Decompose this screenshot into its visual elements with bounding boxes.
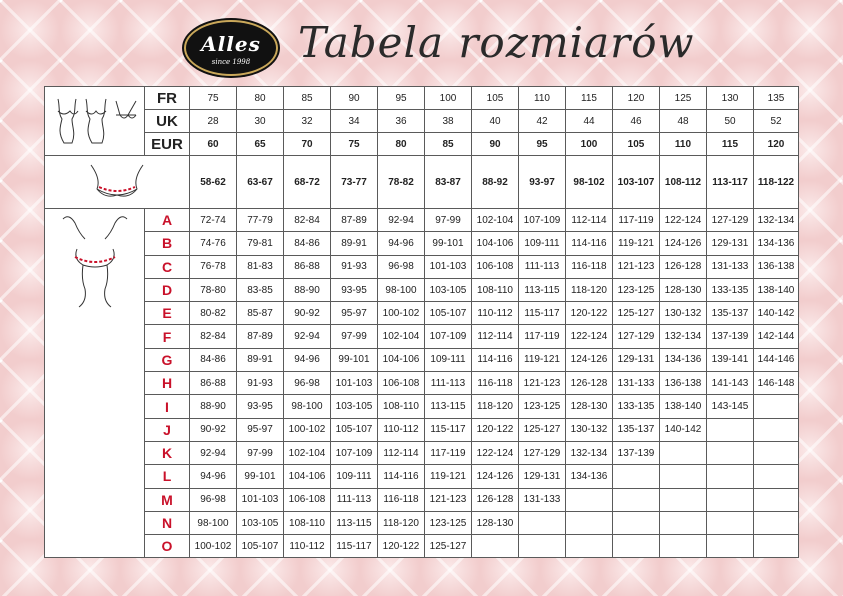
bust-range-cell: 132-134	[754, 209, 799, 232]
cup-letter: K	[145, 441, 190, 464]
bust-range-cell: 86-88	[284, 255, 331, 278]
bust-range-cell: 134-136	[660, 348, 707, 371]
underbust-range-cell: 118-122	[754, 156, 799, 209]
alles-logo	[184, 20, 278, 76]
bust-range-cell: 138-140	[754, 278, 799, 301]
bust-range-cell: 128-130	[472, 511, 519, 534]
uk-size-cell: 44	[566, 110, 613, 133]
bust-range-cell: 134-136	[754, 232, 799, 255]
bust-range-cell	[613, 535, 660, 558]
bust-range-cell: 136-138	[754, 255, 799, 278]
bust-range-cell: 114-116	[566, 232, 613, 255]
bust-range-cell: 102-104	[472, 209, 519, 232]
table-row-cup-e	[45, 302, 799, 325]
cup-letter: O	[145, 535, 190, 558]
bust-range-cell: 93-95	[331, 278, 378, 301]
bust-range-cell: 82-84	[190, 325, 237, 348]
bust-range-cell: 123-125	[425, 511, 472, 534]
bust-range-cell: 88-90	[284, 278, 331, 301]
bust-range-cell	[707, 465, 754, 488]
bust-range-cell: 112-114	[472, 325, 519, 348]
bust-range-cell: 78-80	[190, 278, 237, 301]
table-row-cup-c	[45, 255, 799, 278]
bust-range-cell: 128-130	[660, 278, 707, 301]
cup-letter: D	[145, 278, 190, 301]
bust-range-cell: 124-126	[660, 232, 707, 255]
bust-range-cell: 74-76	[190, 232, 237, 255]
lingerie-figure-cell	[45, 87, 145, 156]
bust-range-cell: 146-148	[754, 372, 799, 395]
bust-range-cell: 99-101	[237, 465, 284, 488]
bust-range-cell: 118-120	[472, 395, 519, 418]
uk-size-cell: 32	[284, 110, 331, 133]
bust-range-cell: 115-117	[425, 418, 472, 441]
table-row-eur	[45, 133, 799, 156]
table-row-fr	[45, 87, 799, 110]
bust-range-cell	[660, 511, 707, 534]
cup-letter: J	[145, 418, 190, 441]
underbust-range-cell: 88-92	[472, 156, 519, 209]
bust-range-cell: 128-130	[566, 395, 613, 418]
bust-range-cell	[613, 511, 660, 534]
eur-label: EUR	[145, 133, 190, 156]
bust-range-cell: 140-142	[660, 418, 707, 441]
bust-range-cell: 121-123	[425, 488, 472, 511]
bust-range-cell: 108-110	[284, 511, 331, 534]
bust-range-cell: 117-119	[519, 325, 566, 348]
bust-range-cell: 135-137	[707, 302, 754, 325]
underbust-range-cell: 73-77	[331, 156, 378, 209]
bust-range-cell: 133-135	[707, 278, 754, 301]
bust-range-cell: 95-97	[331, 302, 378, 325]
uk-size-cell: 52	[754, 110, 799, 133]
eur-size-cell: 60	[190, 133, 237, 156]
bust-range-cell: 100-102	[378, 302, 425, 325]
eur-size-cell: 95	[519, 133, 566, 156]
cup-letter: M	[145, 488, 190, 511]
fr-size-cell: 120	[613, 87, 660, 110]
bust-range-cell	[707, 488, 754, 511]
eur-size-cell: 105	[613, 133, 660, 156]
bust-range-cell: 104-106	[472, 232, 519, 255]
fr-size-cell: 105	[472, 87, 519, 110]
bust-range-cell: 112-114	[378, 441, 425, 464]
bust-range-cell: 127-129	[707, 209, 754, 232]
logo-since: since 1998	[211, 58, 251, 66]
bust-range-cell: 104-106	[284, 465, 331, 488]
table-row-underbust	[45, 156, 799, 209]
fr-size-cell: 115	[566, 87, 613, 110]
bust-range-cell: 105-107	[425, 302, 472, 325]
bust-range-cell: 90-92	[190, 418, 237, 441]
bust-range-cell	[754, 395, 799, 418]
bust-range-cell: 96-98	[190, 488, 237, 511]
bust-range-cell: 84-86	[284, 232, 331, 255]
bust-range-cell: 143-145	[707, 395, 754, 418]
cup-letter: N	[145, 511, 190, 534]
bust-range-cell: 108-110	[378, 395, 425, 418]
bust-range-cell: 130-132	[660, 302, 707, 325]
cup-letter: H	[145, 372, 190, 395]
bust-range-cell: 81-83	[237, 255, 284, 278]
bust-range-cell: 96-98	[284, 372, 331, 395]
bust-range-cell: 140-142	[754, 302, 799, 325]
bust-range-cell: 77-79	[237, 209, 284, 232]
bust-range-cell: 124-126	[566, 348, 613, 371]
bust-range-cell: 80-82	[190, 302, 237, 325]
bust-range-cell: 135-137	[613, 418, 660, 441]
fr-size-cell: 75	[190, 87, 237, 110]
table-row-cup-d	[45, 278, 799, 301]
underbust-range-cell: 68-72	[284, 156, 331, 209]
bust-range-cell	[566, 535, 613, 558]
bust-range-cell: 109-111	[425, 348, 472, 371]
bust-measure-icon	[55, 209, 135, 309]
bust-range-cell: 131-133	[707, 255, 754, 278]
bust-range-cell: 99-101	[331, 348, 378, 371]
bust-range-cell: 115-117	[331, 535, 378, 558]
eur-size-cell: 110	[660, 133, 707, 156]
bust-range-cell: 125-127	[613, 302, 660, 325]
bust-range-cell: 142-144	[754, 325, 799, 348]
cup-letter: B	[145, 232, 190, 255]
bust-range-cell: 107-109	[519, 209, 566, 232]
bust-range-cell	[472, 535, 519, 558]
bust-range-cell: 119-121	[613, 232, 660, 255]
uk-size-cell: 50	[707, 110, 754, 133]
bust-range-cell: 129-131	[707, 232, 754, 255]
bust-range-cell: 117-119	[425, 441, 472, 464]
bust-range-cell: 122-124	[660, 209, 707, 232]
bust-range-cell: 88-90	[190, 395, 237, 418]
bust-range-cell	[613, 465, 660, 488]
underbust-range-cell: 103-107	[613, 156, 660, 209]
bust-range-cell: 100-102	[284, 418, 331, 441]
bust-range-cell: 95-97	[237, 418, 284, 441]
bust-range-cell: 127-129	[613, 325, 660, 348]
bust-range-cell: 108-110	[472, 278, 519, 301]
table-row-cup-k	[45, 441, 799, 464]
bust-range-cell: 137-139	[613, 441, 660, 464]
table-row-cup-f	[45, 325, 799, 348]
bust-range-cell	[754, 465, 799, 488]
bust-range-cell: 131-133	[613, 372, 660, 395]
bust-range-cell: 89-91	[237, 348, 284, 371]
eur-size-cell: 115	[707, 133, 754, 156]
bust-range-cell: 98-100	[378, 278, 425, 301]
bust-range-cell: 119-121	[425, 465, 472, 488]
cup-letter: G	[145, 348, 190, 371]
uk-size-cell: 46	[613, 110, 660, 133]
bust-range-cell: 126-128	[472, 488, 519, 511]
fr-size-cell: 100	[425, 87, 472, 110]
bust-range-cell: 130-132	[566, 418, 613, 441]
fr-size-cell: 85	[284, 87, 331, 110]
bust-range-cell: 141-143	[707, 372, 754, 395]
bust-range-cell: 97-99	[425, 209, 472, 232]
bust-range-cell: 97-99	[237, 441, 284, 464]
bust-range-cell	[754, 511, 799, 534]
bust-range-cell: 122-124	[566, 325, 613, 348]
bust-range-cell: 127-129	[519, 441, 566, 464]
eur-size-cell: 120	[754, 133, 799, 156]
bust-range-cell: 126-128	[660, 255, 707, 278]
bust-range-cell: 102-104	[284, 441, 331, 464]
uk-size-cell: 38	[425, 110, 472, 133]
table-row-cup-m	[45, 488, 799, 511]
uk-size-cell: 30	[237, 110, 284, 133]
bust-range-cell: 110-112	[472, 302, 519, 325]
underbust-range-cell: 113-117	[707, 156, 754, 209]
bust-range-cell: 118-120	[378, 511, 425, 534]
bust-range-cell: 72-74	[190, 209, 237, 232]
bust-range-cell: 125-127	[425, 535, 472, 558]
bust-range-cell	[754, 418, 799, 441]
bust-range-cell: 110-112	[378, 418, 425, 441]
bust-range-cell: 126-128	[566, 372, 613, 395]
underbust-range-cell: 108-112	[660, 156, 707, 209]
bust-range-cell: 102-104	[378, 325, 425, 348]
table-row-cup-b	[45, 232, 799, 255]
table-row-cup-j	[45, 418, 799, 441]
lingerie-outline-icon	[50, 93, 140, 149]
bust-range-cell: 98-100	[190, 511, 237, 534]
uk-label: UK	[145, 110, 190, 133]
cup-letter: E	[145, 302, 190, 325]
bust-range-cell: 134-136	[566, 465, 613, 488]
table-row-cup-i	[45, 395, 799, 418]
bust-range-cell: 120-122	[566, 302, 613, 325]
bust-range-cell	[660, 488, 707, 511]
bust-range-cell: 82-84	[284, 209, 331, 232]
bust-range-cell	[613, 488, 660, 511]
underbust-range-cell: 63-67	[237, 156, 284, 209]
bust-range-cell: 122-124	[472, 441, 519, 464]
cup-letter: C	[145, 255, 190, 278]
bust-range-cell: 83-85	[237, 278, 284, 301]
bust-range-cell: 103-105	[425, 278, 472, 301]
bust-range-cell: 79-81	[237, 232, 284, 255]
bust-range-cell	[754, 488, 799, 511]
bust-range-cell: 107-109	[331, 441, 378, 464]
bust-range-cell: 96-98	[378, 255, 425, 278]
underbust-range-cell: 93-97	[519, 156, 566, 209]
eur-size-cell: 85	[425, 133, 472, 156]
bust-range-cell	[707, 441, 754, 464]
cup-letter: L	[145, 465, 190, 488]
bust-range-cell: 123-125	[613, 278, 660, 301]
bust-range-cell: 111-113	[519, 255, 566, 278]
bust-range-cell	[519, 535, 566, 558]
bust-range-cell: 111-113	[331, 488, 378, 511]
bust-range-cell: 106-108	[378, 372, 425, 395]
bust-range-cell: 123-125	[519, 395, 566, 418]
bust-range-cell	[566, 488, 613, 511]
bust-range-cell: 116-118	[566, 255, 613, 278]
bust-range-cell: 98-100	[284, 395, 331, 418]
bust-range-cell: 109-111	[331, 465, 378, 488]
underbust-figure-cell	[45, 156, 190, 209]
bust-range-cell: 94-96	[190, 465, 237, 488]
bust-range-cell: 144-146	[754, 348, 799, 371]
bust-range-cell: 136-138	[660, 372, 707, 395]
eur-size-cell: 80	[378, 133, 425, 156]
bust-range-cell	[754, 535, 799, 558]
bust-range-cell: 76-78	[190, 255, 237, 278]
bust-range-cell: 100-102	[190, 535, 237, 558]
eur-size-cell: 70	[284, 133, 331, 156]
bust-range-cell: 120-122	[378, 535, 425, 558]
bust-range-cell: 101-103	[425, 255, 472, 278]
bust-range-cell	[660, 441, 707, 464]
underbust-range-cell: 83-87	[425, 156, 472, 209]
fr-size-cell: 80	[237, 87, 284, 110]
bust-range-cell: 99-101	[425, 232, 472, 255]
bust-range-cell: 118-120	[566, 278, 613, 301]
cup-letter: A	[145, 209, 190, 232]
bust-range-cell: 113-115	[519, 278, 566, 301]
page-title: Tabela rozmiarów	[298, 18, 695, 67]
bust-range-cell: 110-112	[284, 535, 331, 558]
bust-range-cell: 139-141	[707, 348, 754, 371]
logo-brand: Alles	[201, 32, 261, 56]
fr-size-cell: 110	[519, 87, 566, 110]
eur-size-cell: 65	[237, 133, 284, 156]
bust-range-cell: 117-119	[613, 209, 660, 232]
uk-size-cell: 40	[472, 110, 519, 133]
bust-range-cell: 92-94	[190, 441, 237, 464]
bust-range-cell: 90-92	[284, 302, 331, 325]
bust-range-cell: 116-118	[378, 488, 425, 511]
table-row-uk	[45, 110, 799, 133]
table-row-cup-o	[45, 535, 799, 558]
cup-letter: I	[145, 395, 190, 418]
eur-size-cell: 75	[331, 133, 378, 156]
bust-range-cell: 125-127	[519, 418, 566, 441]
bust-range-cell	[660, 465, 707, 488]
bust-range-cell	[566, 511, 613, 534]
bust-range-cell: 105-107	[331, 418, 378, 441]
bust-range-cell: 131-133	[519, 488, 566, 511]
bust-range-cell: 86-88	[190, 372, 237, 395]
table-row-cup-l	[45, 465, 799, 488]
fr-size-cell: 125	[660, 87, 707, 110]
bust-range-cell	[707, 418, 754, 441]
bust-range-cell: 133-135	[613, 395, 660, 418]
bust-range-cell: 109-111	[519, 232, 566, 255]
bust-range-cell: 114-116	[472, 348, 519, 371]
bust-range-cell: 132-134	[660, 325, 707, 348]
bust-figure-cell	[45, 209, 145, 558]
fr-size-cell: 95	[378, 87, 425, 110]
bust-range-cell: 129-131	[519, 465, 566, 488]
uk-size-cell: 42	[519, 110, 566, 133]
cup-letter: F	[145, 325, 190, 348]
eur-size-cell: 100	[566, 133, 613, 156]
eur-size-cell: 90	[472, 133, 519, 156]
bust-range-cell: 113-115	[331, 511, 378, 534]
bust-range-cell: 124-126	[472, 465, 519, 488]
bust-range-cell: 129-131	[613, 348, 660, 371]
bust-range-cell: 106-108	[284, 488, 331, 511]
fr-label: FR	[145, 87, 190, 110]
bust-range-cell: 112-114	[566, 209, 613, 232]
bust-range-cell	[519, 511, 566, 534]
bust-range-cell: 101-103	[237, 488, 284, 511]
bust-range-cell: 93-95	[237, 395, 284, 418]
bust-range-cell: 103-105	[237, 511, 284, 534]
table-row-cup-h	[45, 372, 799, 395]
bust-range-cell: 94-96	[378, 232, 425, 255]
bust-range-cell: 101-103	[331, 372, 378, 395]
bust-range-cell: 107-109	[425, 325, 472, 348]
bust-range-cell: 113-115	[425, 395, 472, 418]
bust-range-cell: 114-116	[378, 465, 425, 488]
table-row-cup-n	[45, 511, 799, 534]
uk-size-cell: 36	[378, 110, 425, 133]
bust-range-cell: 103-105	[331, 395, 378, 418]
bust-range-cell: 120-122	[472, 418, 519, 441]
bust-range-cell: 137-139	[707, 325, 754, 348]
bust-range-cell: 91-93	[237, 372, 284, 395]
fr-size-cell: 130	[707, 87, 754, 110]
bust-range-cell	[754, 441, 799, 464]
fr-size-cell: 90	[331, 87, 378, 110]
bust-range-cell	[707, 511, 754, 534]
bust-range-cell: 132-134	[566, 441, 613, 464]
bust-range-cell: 87-89	[331, 209, 378, 232]
uk-size-cell: 34	[331, 110, 378, 133]
fr-size-cell: 135	[754, 87, 799, 110]
bust-range-cell: 116-118	[472, 372, 519, 395]
bust-range-cell: 121-123	[613, 255, 660, 278]
table-row-cup-a	[45, 209, 799, 232]
bust-range-cell: 85-87	[237, 302, 284, 325]
bust-range-cell: 94-96	[284, 348, 331, 371]
bust-range-cell: 111-113	[425, 372, 472, 395]
bust-range-cell: 115-117	[519, 302, 566, 325]
underbust-range-cell: 58-62	[190, 156, 237, 209]
bust-range-cell: 104-106	[378, 348, 425, 371]
table-row-cup-g	[45, 348, 799, 371]
bust-range-cell	[707, 535, 754, 558]
bust-range-cell: 91-93	[331, 255, 378, 278]
size-table	[44, 86, 799, 558]
bust-range-cell: 89-91	[331, 232, 378, 255]
bust-range-cell: 97-99	[331, 325, 378, 348]
underbust-measure-icon	[77, 159, 157, 205]
bust-range-cell	[660, 535, 707, 558]
bust-range-cell: 106-108	[472, 255, 519, 278]
underbust-range-cell: 98-102	[566, 156, 613, 209]
bust-range-cell: 84-86	[190, 348, 237, 371]
bust-range-cell: 87-89	[237, 325, 284, 348]
underbust-range-cell: 78-82	[378, 156, 425, 209]
bust-range-cell: 121-123	[519, 372, 566, 395]
bust-range-cell: 138-140	[660, 395, 707, 418]
bust-range-cell: 92-94	[284, 325, 331, 348]
uk-size-cell: 48	[660, 110, 707, 133]
uk-size-cell: 28	[190, 110, 237, 133]
bust-range-cell: 105-107	[237, 535, 284, 558]
bust-range-cell: 119-121	[519, 348, 566, 371]
bust-range-cell: 92-94	[378, 209, 425, 232]
